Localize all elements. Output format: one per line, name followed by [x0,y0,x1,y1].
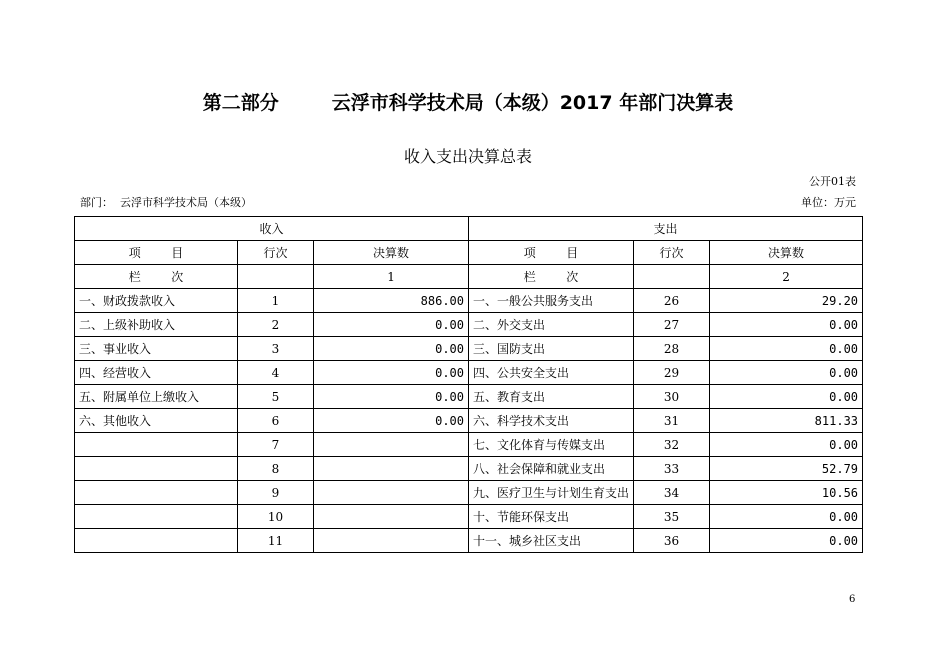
expense-item-cell: 四、公共安全支出 [469,361,634,385]
expense-item-cell: 一、一般公共服务支出 [469,289,634,313]
income-amount-cell [314,481,469,505]
income-amount-cell [314,433,469,457]
form-number: 公开01表 [809,175,856,188]
expense-amount-cell: 10.56 [710,481,863,505]
expense-column-number: 2 [710,265,863,289]
income-item-cell: 三、事业收入 [75,337,238,361]
column-label-row [75,265,863,289]
expense-item-cell: 七、文化体育与传媒支出 [469,433,634,457]
income-item-cell: 五、附属单位上缴收入 [75,385,238,409]
table-row [75,361,863,385]
income-amount-header: 决算数 [314,241,469,265]
expense-amount-cell: 0.00 [710,505,863,529]
income-amount-cell: 0.00 [314,409,469,433]
table-row [75,457,863,481]
expense-amount-cell: 0.00 [710,433,863,457]
expense-item-cell: 十一、城乡社区支出 [469,529,634,553]
department-label: 部门： 云浮市科学技术局（本级） [80,196,252,209]
expense-item-cell: 十、节能环保支出 [469,505,634,529]
income-line-no-cell: 11 [238,529,314,553]
expense-line-no-cell: 31 [634,409,710,433]
expense-line-no-cell: 33 [634,457,710,481]
income-item-cell: 一、财政拨款收入 [75,289,238,313]
expense-group-header: 支出 [469,217,863,241]
expense-amount-cell: 52.79 [710,457,863,481]
income-item-cell [75,505,238,529]
expense-item-cell: 二、外交支出 [469,313,634,337]
income-line-no-cell: 5 [238,385,314,409]
income-amount-cell [314,505,469,529]
income-amount-cell: 0.00 [314,385,469,409]
expense-amount-cell: 0.00 [710,361,863,385]
expense-line-no-cell: 26 [634,289,710,313]
column-header-row [75,241,863,265]
table-row [75,529,863,553]
income-column-number: 1 [314,265,469,289]
page-title: 第二部分 云浮市科学技术局（本级）2017 年部门决算表 [202,92,734,114]
table-row [75,505,863,529]
table-row [75,481,863,505]
income-item-cell [75,529,238,553]
income-item-cell [75,457,238,481]
income-amount-cell [314,529,469,553]
table-row [75,337,863,361]
expense-amount-cell: 0.00 [710,337,863,361]
expense-line-no-cell: 32 [634,433,710,457]
expense-line-no-cell: 30 [634,385,710,409]
income-item-cell: 四、经营收入 [75,361,238,385]
expense-amount-cell: 811.33 [710,409,863,433]
income-amount-cell: 886.00 [314,289,469,313]
expense-amount-cell: 0.00 [710,385,863,409]
table-row [75,433,863,457]
table-row [75,385,863,409]
income-line-no-cell: 8 [238,457,314,481]
expense-column-blank [634,265,710,289]
income-amount-cell: 0.00 [314,361,469,385]
income-line-no-cell: 2 [238,313,314,337]
page-number: 6 [849,594,856,605]
expense-line-no-cell: 27 [634,313,710,337]
income-item-cell: 六、其他收入 [75,409,238,433]
income-amount-cell: 0.00 [314,337,469,361]
expense-item-cell: 八、社会保障和就业支出 [469,457,634,481]
expense-item-cell: 九、医疗卫生与计划生育支出 [469,481,634,505]
table-row [75,289,863,313]
table-row [75,409,863,433]
income-item-cell [75,481,238,505]
expense-line-no-cell: 34 [634,481,710,505]
income-line-no-cell: 10 [238,505,314,529]
income-line-header: 行次 [238,241,314,265]
expense-line-no-cell: 36 [634,529,710,553]
expense-item-cell: 六、科学技术支出 [469,409,634,433]
expense-column-label: 栏 次 [469,265,634,289]
income-line-no-cell: 9 [238,481,314,505]
income-group-header: 收入 [75,217,469,241]
income-amount-cell: 0.00 [314,313,469,337]
expense-line-no-cell: 28 [634,337,710,361]
expense-amount-cell: 29.20 [710,289,863,313]
table-row [75,313,863,337]
expense-line-no-cell: 29 [634,361,710,385]
income-item-header: 项 目 [75,241,238,265]
expense-item-cell: 三、国防支出 [469,337,634,361]
income-line-no-cell: 4 [238,361,314,385]
income-column-label: 栏 次 [75,265,238,289]
expense-amount-cell: 0.00 [710,529,863,553]
expense-amount-header: 决算数 [710,241,863,265]
income-column-blank [238,265,314,289]
income-expense-table [74,216,863,553]
income-amount-cell [314,457,469,481]
income-line-no-cell: 1 [238,289,314,313]
expense-item-cell: 五、教育支出 [469,385,634,409]
income-line-no-cell: 7 [238,433,314,457]
expense-line-no-cell: 35 [634,505,710,529]
group-header-row [75,217,863,241]
expense-item-header: 项 目 [469,241,634,265]
income-line-no-cell: 6 [238,409,314,433]
income-line-no-cell: 3 [238,337,314,361]
expense-line-header: 行次 [634,241,710,265]
unit-label: 单位：万元 [801,196,856,209]
income-item-cell [75,433,238,457]
expense-amount-cell: 0.00 [710,313,863,337]
table-title: 收入支出决算总表 [403,147,532,166]
income-item-cell: 二、上级补助收入 [75,313,238,337]
